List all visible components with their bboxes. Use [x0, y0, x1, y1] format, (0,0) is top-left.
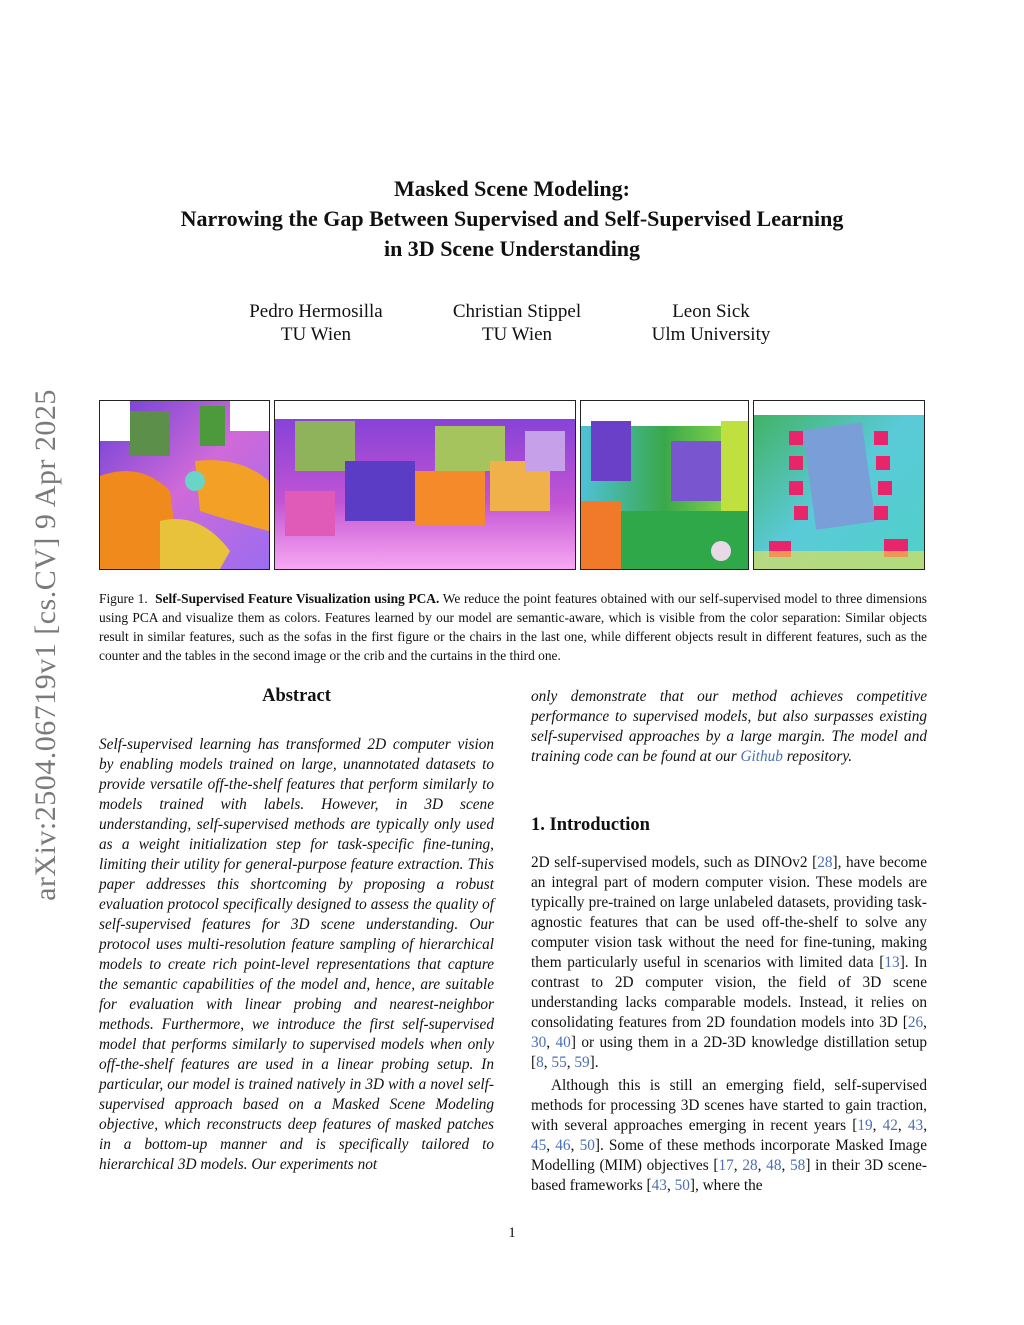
citation-link[interactable]: 40 — [555, 1034, 571, 1051]
arxiv-stamp — [24, 360, 68, 930]
author-name: Leon Sick — [672, 301, 750, 322]
paragraph-text: , — [781, 1157, 791, 1174]
introduction-heading: 1. Introduction — [531, 815, 650, 835]
citation-link[interactable]: 42 — [882, 1117, 898, 1134]
citation-link[interactable]: 26 — [907, 1014, 924, 1031]
figure-panel-crib — [580, 400, 749, 570]
figure-panel-counter — [274, 400, 576, 570]
citation-link[interactable]: 28 — [817, 854, 833, 871]
title-line-2: Narrowing the Gap Between Supervised and Self-Supervised Learning — [180, 206, 844, 231]
abstract-heading: Abstract — [262, 686, 331, 706]
paragraph-text: , — [546, 1137, 556, 1154]
intro-paragraph-1 — [531, 853, 927, 1073]
citation-link[interactable]: 19 — [857, 1117, 873, 1134]
figure-label: Figure 1. — [99, 591, 148, 606]
paragraph-text: , — [543, 1054, 552, 1071]
paragraph-text: ]. In contrast to 2D computer vision, the field of 3D scene understanding lacks comparable models. Instead, it relies on consolidating features from 2D foundation models into 3D [ — [531, 954, 927, 1031]
citation-link[interactable]: 58 — [790, 1157, 806, 1174]
figure-caption — [99, 589, 927, 665]
paragraph-text: , — [757, 1157, 767, 1174]
title-line-3: in 3D Scene Understanding — [383, 236, 641, 261]
citation-link[interactable]: 43 — [651, 1177, 667, 1194]
abstract-cont-text: only demonstrate that our method achieves competitive performance to supervised models, but also surpasses existing self-supervised approaches by a large margin. The model and training code can be found at our — [531, 688, 927, 765]
abstract-cont-end: repository. — [782, 748, 853, 765]
left-column — [99, 684, 494, 1175]
citation-link[interactable]: 55 — [551, 1054, 567, 1071]
author-affiliation: Ulm University — [651, 324, 771, 345]
github-link[interactable]: Github — [740, 748, 783, 765]
citation-link[interactable]: 30 — [531, 1034, 547, 1051]
paragraph-text: , — [666, 1177, 675, 1194]
paragraph-text: ]. — [589, 1054, 599, 1071]
citation-link[interactable]: 46 — [555, 1137, 571, 1154]
citation-link[interactable]: 45 — [531, 1137, 547, 1154]
figure-caption-title: Self-Supervised Feature Visualization using PCA. — [155, 591, 440, 606]
citation-link[interactable]: 17 — [718, 1157, 734, 1174]
figure-panel-chairs — [753, 400, 925, 570]
author-3 — [652, 300, 771, 346]
paragraph-text: ]. Some of these methods incorporate Masked Image Modelling (MIM) objectives [ — [531, 1137, 927, 1174]
citation-link[interactable]: 48 — [766, 1157, 782, 1174]
paragraph-text: ] in their 3D scene-based frameworks [ — [531, 1157, 927, 1194]
abstract-continuation — [531, 687, 927, 767]
arxiv-stamp-text: arXiv:2504.06719v1 [cs.CV] 9 Apr 2025 — [29, 389, 63, 901]
intro-paragraph-2 — [531, 1076, 927, 1196]
paragraph-text: ], where the — [689, 1177, 763, 1194]
paragraph-text: , — [733, 1157, 743, 1174]
citation-link[interactable]: 50 — [579, 1137, 595, 1154]
paragraph-text: , — [872, 1117, 883, 1134]
right-column — [531, 687, 927, 1196]
author-1 — [249, 300, 383, 346]
paragraph-text: ], have become an integral part of modern computer vision. These models are typically pre-trained on large unlabeled datasets, providing task-agnostic features that can be used off-the-shelf to solve any computer vision task without the need for fine-tuning, making them particularly useful in scenarios with limited data [ — [531, 854, 927, 971]
citation-link[interactable]: 28 — [742, 1157, 758, 1174]
citation-link[interactable]: 43 — [907, 1117, 924, 1134]
author-name: Pedro Hermosilla — [249, 301, 383, 322]
paragraph-text: , — [546, 1034, 556, 1051]
author-affiliation: TU Wien — [481, 324, 553, 345]
citation-link[interactable]: 50 — [674, 1177, 690, 1194]
figure-caption-text: We reduce the point features obtained with our self-supervised model to three dimensions using PCA and visualize them as colors. Features learned by our model are semantic-aware, which is visible from the color separation: Similar objects result in similar features, such as the sofas in the first figure or the chairs in the last one, while different objects result in different features, such as the counter and the tables in the second image or the crib and the curtains in the third one. — [99, 591, 927, 663]
paper-title — [100, 174, 924, 264]
citation-link[interactable]: 8 — [536, 1054, 544, 1071]
page-number: 1 — [508, 1225, 516, 1241]
paragraph-text: , — [566, 1054, 575, 1071]
author-2 — [453, 300, 581, 346]
paragraph-text: Although this is still an emerging field, self-supervised methods for processing 3D scenes have started to gain traction, with several approaches emerging in recent years [ — [531, 1077, 927, 1134]
author-name: Christian Stippel — [452, 301, 582, 322]
abstract-text: Self-supervised learning has transformed 2D computer vision by enabling models trained on large, unannotated datasets to provide versatile off-the-shelf features that perform similarly to models trained with labels. However, in 3D scene understanding, self-supervised methods are typically only used as a weight initialization step for task-specific fine-tuning, limiting their utility for general-purpose feature extraction. This paper addresses this shortcoming by proposing a robust evaluation protocol specifically designed to assess the quality of self-supervised features for 3D scene understanding. Our protocol uses multi-resolution feature sampling of hierarchical models to create rich point-level representations that capture the semantic capabilities of the model and, hence, are suitable for evaluation with linear probing and nearest-neighbor methods. Furthermore, we introduce the first self-supervised model that performs similarly to supervised models when only off-the-shelf features are used in a linear probing setup. In particular, our model is trained natively in 3D with a novel self-supervised approach based on a Masked Scene Modeling objective, which reconstructs deep features of masked patches in a bottom-up manner and is specifically tailored to hierarchical 3D models. Our experiments not — [99, 736, 494, 1173]
title-line-1: Masked Scene Modeling: — [394, 176, 630, 201]
paragraph-text: , — [897, 1117, 908, 1134]
paragraph-text: , — [923, 1014, 927, 1031]
citation-link[interactable]: 13 — [884, 954, 900, 971]
paragraph-text: , — [570, 1137, 580, 1154]
author-affiliation: TU Wien — [280, 324, 352, 345]
figure-panel-sofas — [99, 400, 270, 570]
paragraph-text: ] or using them in a 2D-3D knowledge distillation setup [ — [531, 1034, 927, 1071]
paragraph-text: , — [923, 1117, 928, 1134]
figure-1 — [99, 400, 925, 570]
paragraph-text: 2D self-supervised models, such as DINOv2 [ — [531, 854, 818, 871]
citation-link[interactable]: 59 — [574, 1054, 590, 1071]
